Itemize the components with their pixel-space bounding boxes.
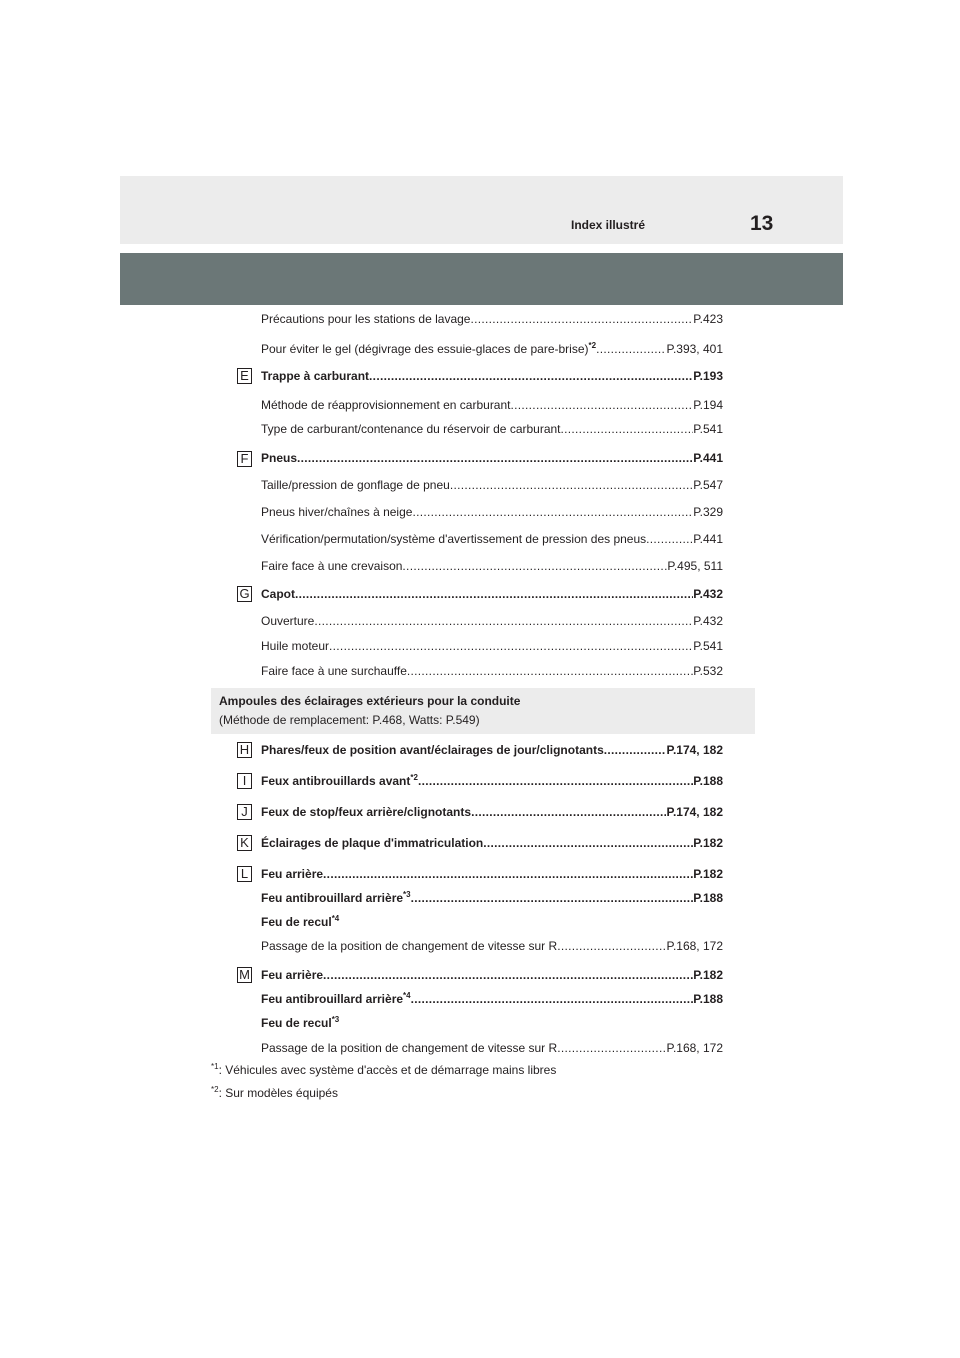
leader-dots [561,420,694,438]
entry-page: P.182 [693,968,723,982]
leader-dots [323,865,693,883]
entry-page: P.432 [693,614,723,628]
page-number: 13 [750,212,774,235]
entry-page: P.441 [693,451,723,465]
index-entry-heading[interactable]: Feu de recul$^{*4}$ [261,914,340,929]
leader-dots [470,310,693,328]
entry-label: Huile moteur [261,639,330,653]
index-entry-heading[interactable]: Feu de recul$^{*3}$ [261,1015,340,1030]
entry-page: P.182 [693,836,723,850]
entry-page: P.182 [693,867,723,881]
entry-page: P.393, 401 [666,342,723,356]
callout-letter-g: G [237,586,252,602]
index-entry[interactable] [261,637,723,655]
entry-page: P.423 [693,312,723,326]
leader-dots [369,367,693,385]
entry-page: P.188 [693,992,723,1006]
leader-dots [407,662,693,680]
callout-letter-f: F [237,451,252,467]
entry-page: P.329 [693,505,723,519]
index-entry[interactable] [261,476,723,494]
callout-letter-e: E [237,368,252,384]
entry-label: Méthode de réapprovisionnement en carburant [261,398,511,412]
index-entry[interactable] [261,340,723,358]
leader-dots [596,340,666,358]
entry-page: P.188 [693,774,723,788]
section-title: Index illustré [571,218,646,232]
index-entry[interactable] [261,803,723,821]
header-band [120,176,843,244]
index-entry[interactable] [261,772,723,790]
entry-label: Type de carburant/contenance du réservoir de carburant [261,422,561,436]
footnote-mark: *2 [211,1085,219,1094]
entry-page: P.168, 172 [666,1041,723,1055]
entry-label: Phares/feux de position avant/éclairages de jour/clignotants [261,743,604,757]
entry-label: Pour éviter le gel (dégivrage des essuie-glaces de pare-brise)$^{*2}$ [261,341,597,356]
header-bar [120,253,843,305]
index-entry[interactable] [261,503,723,521]
entry-page: P.441 [693,532,723,546]
index-entry[interactable] [261,865,723,883]
leader-dots [450,476,693,494]
leader-dots [314,612,693,630]
index-entry[interactable] [261,396,723,414]
leader-dots [412,503,693,521]
entry-label: Capot [261,587,295,601]
entry-page: P.547 [693,478,723,492]
entry-label: Éclairages de plaque d'immatriculation [261,836,484,850]
entry-label: Feu arrière [261,968,324,982]
leader-dots [295,585,693,603]
footnote-mark: *3 [403,890,411,899]
entry-label: Faire face à une crevaison [261,559,403,573]
index-entry[interactable] [261,1039,723,1057]
entry-label: Taille/pression de gonflage de pneu [261,478,450,492]
entry-label: Pneus [261,451,298,465]
entry-label: Trappe à carburant [261,369,370,383]
info-box-title: Ampoules des éclairages extérieurs pour la conduite [219,694,521,708]
entry-label: Vérification/permutation/système d'avertissement de pression des pneus [261,532,647,546]
callout-letter-m: M [237,967,252,983]
leader-dots [329,637,693,655]
leader-dots [511,396,694,414]
leader-dots [297,449,693,467]
leader-dots [411,889,694,907]
footnote-text: : Sur modèles équipés [218,1086,338,1100]
entry-label: Feu arrière [261,867,324,881]
entry-label: Précautions pour les stations de lavage [261,312,471,326]
entry-page: P.532 [693,664,723,678]
entry-page: P.174, 182 [666,805,723,819]
entry-label: Faire face à une surchauffe [261,664,407,678]
entry-page: P.432 [693,587,723,601]
footnote-mark: *1 [211,1062,219,1071]
callout-letter-h: H [237,742,252,758]
index-entry[interactable] [261,310,723,328]
entry-page: P.168, 172 [666,939,723,953]
callout-letter-k: K [237,835,252,851]
footnote [211,1084,338,1102]
entry-page: P.188 [693,891,723,905]
entry-page: P.193 [693,369,723,383]
info-box-subtitle: (Méthode de remplacement: P.468, Watts: P.549) [219,713,480,727]
leader-dots [483,834,693,852]
leader-dots [646,530,693,548]
entry-label: Feu antibrouillard arrière$^{*4}$ [261,991,411,1006]
index-entry[interactable] [261,937,723,955]
entry-page: P.194 [693,398,723,412]
index-entry[interactable] [261,741,723,759]
footnote-text: : Véhicules avec système d'accès et de démarrage mains libres [218,1063,557,1077]
footnote-mark: *4 [403,991,411,1000]
footnote-mark: *2 [410,773,418,782]
index-entry[interactable] [261,585,723,603]
entry-label: Ouverture [261,614,315,628]
footnote-mark: *2 [588,341,597,350]
callout-letter-l: L [237,866,252,882]
leader-dots [471,803,666,821]
index-entry[interactable] [261,420,723,438]
leader-dots [604,741,667,759]
entry-page: P.495, 511 [667,559,723,573]
entry-label: Feux de stop/feux arrière/clignotants [261,805,472,819]
index-entry[interactable] [261,449,723,467]
index-entry[interactable] [261,530,723,548]
callout-letter-i: I [237,773,252,789]
index-entry[interactable] [261,612,723,630]
index-entry[interactable] [261,662,723,680]
entry-label: Feu antibrouillard arrière$^{*3}$ [261,890,411,905]
entry-page: P.541 [693,422,723,436]
leader-dots [418,772,693,790]
footnote [211,1061,556,1079]
leader-dots [557,937,666,955]
entry-label: Passage de la position de changement de vitesse sur R [261,1041,558,1055]
entry-page: P.541 [693,639,723,653]
index-entry[interactable] [261,367,723,385]
callout-letter-j: J [237,804,252,820]
leader-dots [411,990,694,1008]
index-entry[interactable] [261,966,723,984]
entry-page: P.174, 182 [666,743,723,757]
footnote-mark: *3 [331,1015,340,1024]
index-entry[interactable] [261,557,723,575]
leader-dots [323,966,693,984]
entry-label: Pneus hiver/chaînes à neige [261,505,413,519]
footnote-mark: *4 [331,914,340,923]
entry-label: Passage de la position de changement de vitesse sur R [261,939,558,953]
leader-dots [402,557,667,575]
index-entry[interactable] [261,990,723,1008]
index-entry[interactable] [261,889,723,907]
leader-dots [557,1039,666,1057]
entry-label: Feux antibrouillards avant$^{*2}$ [261,773,418,788]
index-entry[interactable] [261,834,723,852]
